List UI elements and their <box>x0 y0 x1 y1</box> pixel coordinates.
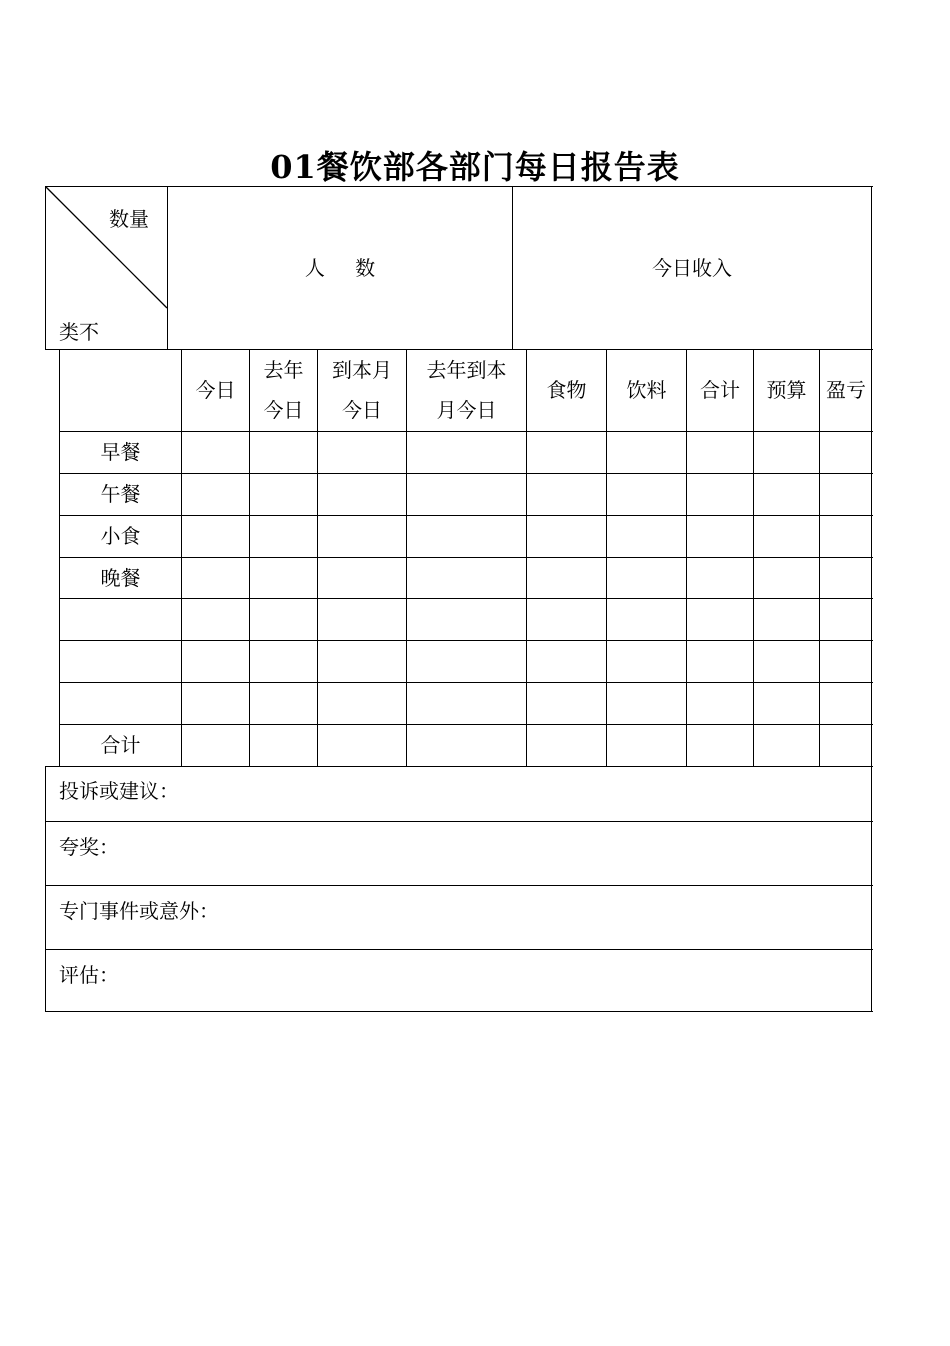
corner-label-top: 数量 <box>109 207 149 231</box>
grid-row-line <box>59 515 873 516</box>
notes-top-line <box>45 766 873 767</box>
row-label-lunch: 午餐 <box>100 482 141 506</box>
complaints-field-label: 投诉或建议： <box>59 779 179 803</box>
notes-divider <box>45 885 873 886</box>
row-label-dinner: 晚餐 <box>100 566 141 590</box>
col-header-budget: 预算 <box>766 378 807 402</box>
grid-row-line <box>59 640 873 641</box>
col-header-last-year-today: 今日 <box>263 398 304 422</box>
notes-left-border <box>45 766 46 1012</box>
grid-row-line <box>59 598 873 599</box>
row-label-breakfast: 早餐 <box>100 440 141 464</box>
notes-divider <box>45 949 873 950</box>
today-income-header: 今日收入 <box>652 256 732 280</box>
col-header-month-to-date: 到本月 <box>332 358 392 382</box>
grid-row-line <box>59 431 873 432</box>
praise-field-label: 夸奖： <box>59 835 119 859</box>
corner-label-bottom: 类不 <box>59 320 99 344</box>
row-label-snack: 小食 <box>100 524 141 548</box>
people-count-header: 人 数 <box>304 256 376 280</box>
col-header-last-year-mtd: 去年到本 <box>426 358 507 382</box>
grid-row-line <box>59 682 873 683</box>
row-label-total: 合计 <box>100 733 141 757</box>
incidents-field-label: 专门事件或意外： <box>59 899 219 923</box>
col-header-food: 食物 <box>546 378 587 402</box>
col-header-last-year-today: 去年 <box>263 358 304 382</box>
grid-row-line <box>59 724 873 725</box>
table-border-bottom <box>45 1011 873 1012</box>
notes-divider <box>45 821 873 822</box>
col-header-total: 合计 <box>700 378 740 402</box>
page-title: 01餐饮部各部门每日报告表 <box>270 148 680 186</box>
grid-row-line <box>59 473 873 474</box>
col-header-month-to-date: 今日 <box>342 398 382 422</box>
col-header-last-year-mtd: 月今日 <box>436 398 497 422</box>
col-header-today: 今日 <box>195 378 236 402</box>
evaluation-field-label: 评估： <box>59 963 119 987</box>
col-header-profit-loss: 盈亏 <box>826 378 866 402</box>
col-header-beverage: 饮料 <box>626 378 667 402</box>
grid-row-line <box>59 557 873 558</box>
